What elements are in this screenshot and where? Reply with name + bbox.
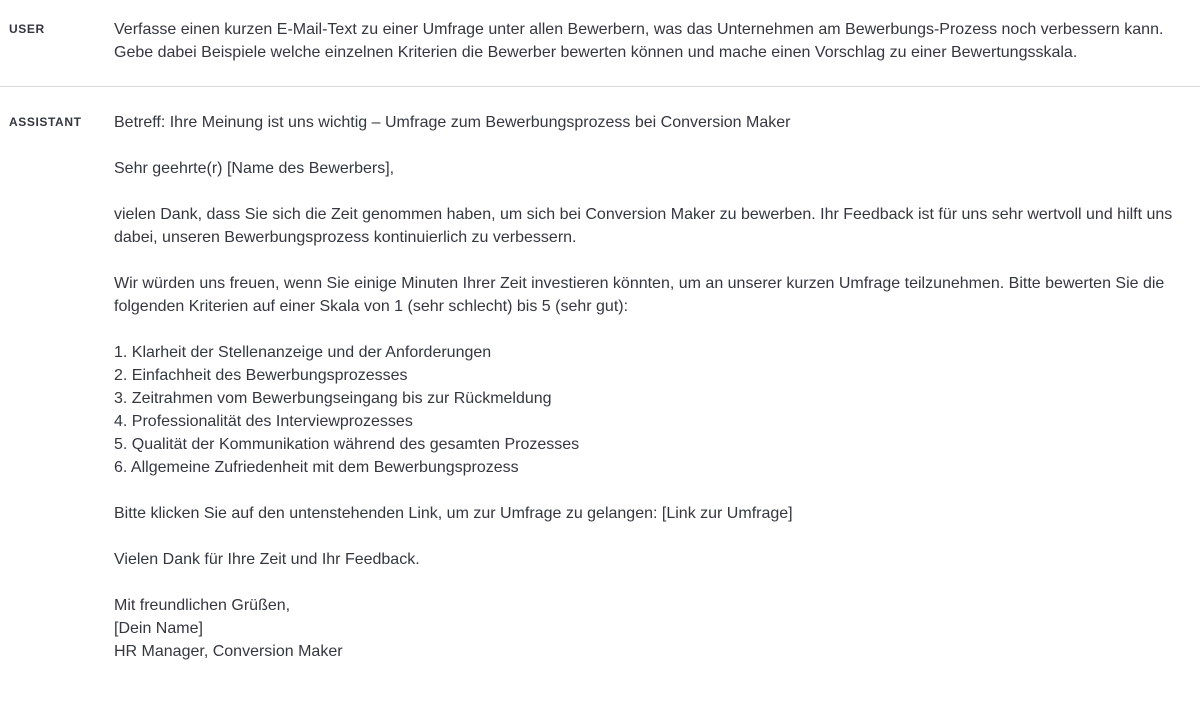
survey-link-text: Bitte klicken Sie auf den untenstehenden Link, um zur Umfrage zu gelangen: [Link zur Umfrage]	[114, 505, 793, 522]
signature-title: HR Manager, Conversion Maker	[114, 643, 343, 660]
assistant-role-label: ASSISTANT	[9, 115, 82, 129]
email-request: Wir würden uns freuen, wenn Sie einige Minuten Ihrer Zeit investieren könnten, um an unserer kurzen Umfrage teilzunehmen. Bitte bewerten Sie die folgenden Kriterien auf einer Skala von 1 (sehr schlecht) bis 5 (sehr gut):	[114, 275, 1165, 315]
assistant-message-content	[114, 111, 1200, 663]
signature-name: [Dein Name]	[114, 620, 203, 637]
criteria-item: 1. Klarheit der Stellenanzeige und der Anforderungen	[114, 344, 492, 361]
criteria-item: 4. Professionalität des Interviewprozesses	[114, 413, 413, 430]
criteria-item: 2. Einfachheit des Bewerbungsprozesses	[114, 367, 408, 384]
criteria-item: 5. Qualität der Kommunikation während des gesamten Prozesses	[114, 436, 580, 453]
email-greeting: Sehr geehrte(r) [Name des Bewerbers],	[114, 160, 395, 177]
user-message-text: Verfasse einen kurzen E-Mail-Text zu einer Umfrage unter allen Bewerbern, was das Unternehmen am Bewerbungs-Prozess noch verbessern kann. Gebe dabei Beispiele welche einzelnen Kriterien die Bewerber bewerten können und mache einen Vorschlag zu einer Bewertungsskala.	[114, 21, 1164, 61]
email-closing	[114, 594, 1186, 663]
criteria-item: 6. Allgemeine Zufriedenheit mit dem Bewerbungsprozess	[114, 459, 519, 476]
email-intro: vielen Dank, dass Sie sich die Zeit genommen haben, um sich bei Conversion Maker zu bewerben. Ihr Feedback ist für uns sehr wertvoll und hilft uns dabei, unseren Bewerbungsprozess kontinuierlich zu verbessern.	[114, 206, 1173, 246]
criteria-list	[114, 341, 1186, 479]
user-message-turn	[0, 0, 1200, 87]
user-role-label: USER	[9, 22, 45, 36]
criteria-item: 3. Zeitrahmen vom Bewerbungseingang bis zur Rückmeldung	[114, 390, 552, 407]
closing-line: Mit freundlichen Grüßen,	[114, 597, 291, 614]
assistant-message-turn	[0, 87, 1200, 663]
email-thanks: Vielen Dank für Ihre Zeit und Ihr Feedback.	[114, 551, 420, 568]
user-message-content	[114, 18, 1200, 64]
email-subject: Betreff: Ihre Meinung ist uns wichtig – Umfrage zum Bewerbungsprozess bei Conversion Maker	[114, 114, 791, 131]
